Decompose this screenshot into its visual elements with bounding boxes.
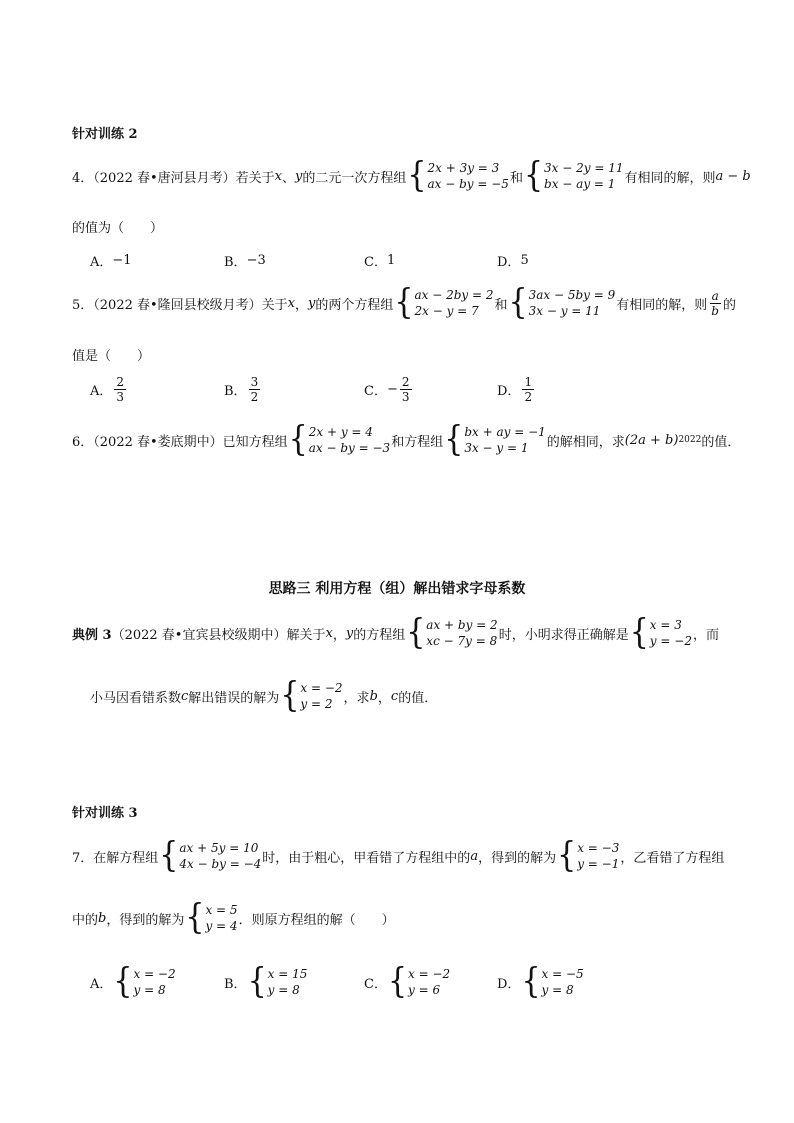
q4-system-2: { 3x − 2y = 11 bx − ay = 1 [523, 155, 624, 196]
section-heading-train-2: 针对训练 2 [72, 127, 138, 142]
q4-option-a[interactable]: A． −1 [90, 253, 132, 270]
question-7-line-1: 7．在解方程组 { ax + 5y = 10 4x − by = −4 时，由于粗心，甲看错了方程组中的 a ，得到的解为 { x = −3 y = −1 ，乙看错了方程组 [72, 835, 725, 876]
example-3-line-1: 典例 3 （2022 春•宜宾县校级期中）解关于 x ， y 的方程组 { ax + by = 2 xc − 7y = 8 时，小明求得正确解是 { x = 3 y = −2 ，而 [72, 612, 719, 653]
section-title-3: 思路三 利用方程（组）解出错求字母系数 [268, 581, 526, 597]
q4-system-1: { 2x + 3y = 3 ax − by = −5 [407, 155, 509, 196]
q5-option-d[interactable]: D． $\frac{1}{2}$ [497, 375, 533, 404]
q4-option-d[interactable]: D． 5 [497, 253, 529, 270]
question-4-line-1: 4．（2022 春•唐河县月考）若关于 x 、 y 的二元一次方程组 { 2x + 3y = 3 ax − by = −5 和 { 3x − 2y = 11 bx − ay = 1 有相同的解，则 a − b [72, 155, 751, 196]
question-4-line-2: 的值为（ ） [72, 221, 164, 236]
q4-option-b[interactable]: B． −3 [224, 253, 266, 270]
question-5-line-1: 5．（2022 春•隆回县校级月考）关于 x ， y 的两个方程组 { ax − 2by = 2 2x − y = 7 和 { 3ax − 5by = 9 3x − y = 11 有相同的解，则 $\frac{a}{b}$ 的 [72, 282, 736, 323]
question-5-line-2: 值是（ ） [72, 349, 151, 364]
q5-option-b[interactable]: B． $\frac{3}{2}$ [224, 375, 259, 404]
section-heading-train-3: 针对训练 3 [72, 806, 138, 821]
q7-system: { ax + 5y = 10 4x − by = −4 [159, 835, 262, 876]
q5-system-1: { ax − 2by = 2 2x − y = 7 [394, 282, 494, 323]
q5-system-2: { 3ax − 5by = 9 3x − y = 11 [508, 282, 616, 323]
ex3-correct-solution: { x = 3 y = −2 [629, 612, 692, 653]
q7-option-a[interactable]: A． { x = −2 y = 8 [90, 961, 176, 1002]
q7-option-c[interactable]: C． { x = −2 y = 6 [364, 961, 451, 1002]
q6-system-2: { bx + ay = −1 3x − y = 1 [444, 419, 546, 460]
example-3-line-2: 小马因看错系数 c 解出错误的解为 { x = −2 y = 2 ，求 b ， c 的值． [90, 675, 438, 716]
ex3-system: { ax + by = 2 xc − 7y = 8 [406, 612, 498, 653]
q6-system-1: { 2x + y = 4 ax − by = −3 [288, 419, 391, 460]
question-6-line-1: 6．（2022 春•娄底期中）已知方程组 { 2x + y = 4 ax − by = −3 和方程组 { bx + ay = −1 3x − y = 1 的解相同，求 (2a + b) 2022 的值． [72, 419, 741, 460]
q5-option-a[interactable]: A． $\frac{2}{3}$ [90, 375, 125, 404]
question-7-line-2: 中的 b ，得到的解为 { x = 5 y = 4 ．则原方程组的解（ ） [72, 897, 395, 938]
q7-option-b[interactable]: B． { x = 15 y = 8 [224, 961, 308, 1002]
q7-option-d[interactable]: D． { x = −5 y = 8 [497, 961, 584, 1002]
q7-solution-jia: { x = −3 y = −1 [557, 835, 620, 876]
q5-fraction-a-over-b: $\frac{a}{b}$ [711, 288, 719, 318]
q4-option-c[interactable]: C． 1 [364, 253, 396, 270]
q7-solution-yi: { x = 5 y = 4 [185, 897, 238, 938]
ex3-wrong-solution: { x = −2 y = 2 [280, 675, 343, 716]
q5-option-c[interactable]: C． − $\frac{2}{3}$ [364, 375, 410, 404]
